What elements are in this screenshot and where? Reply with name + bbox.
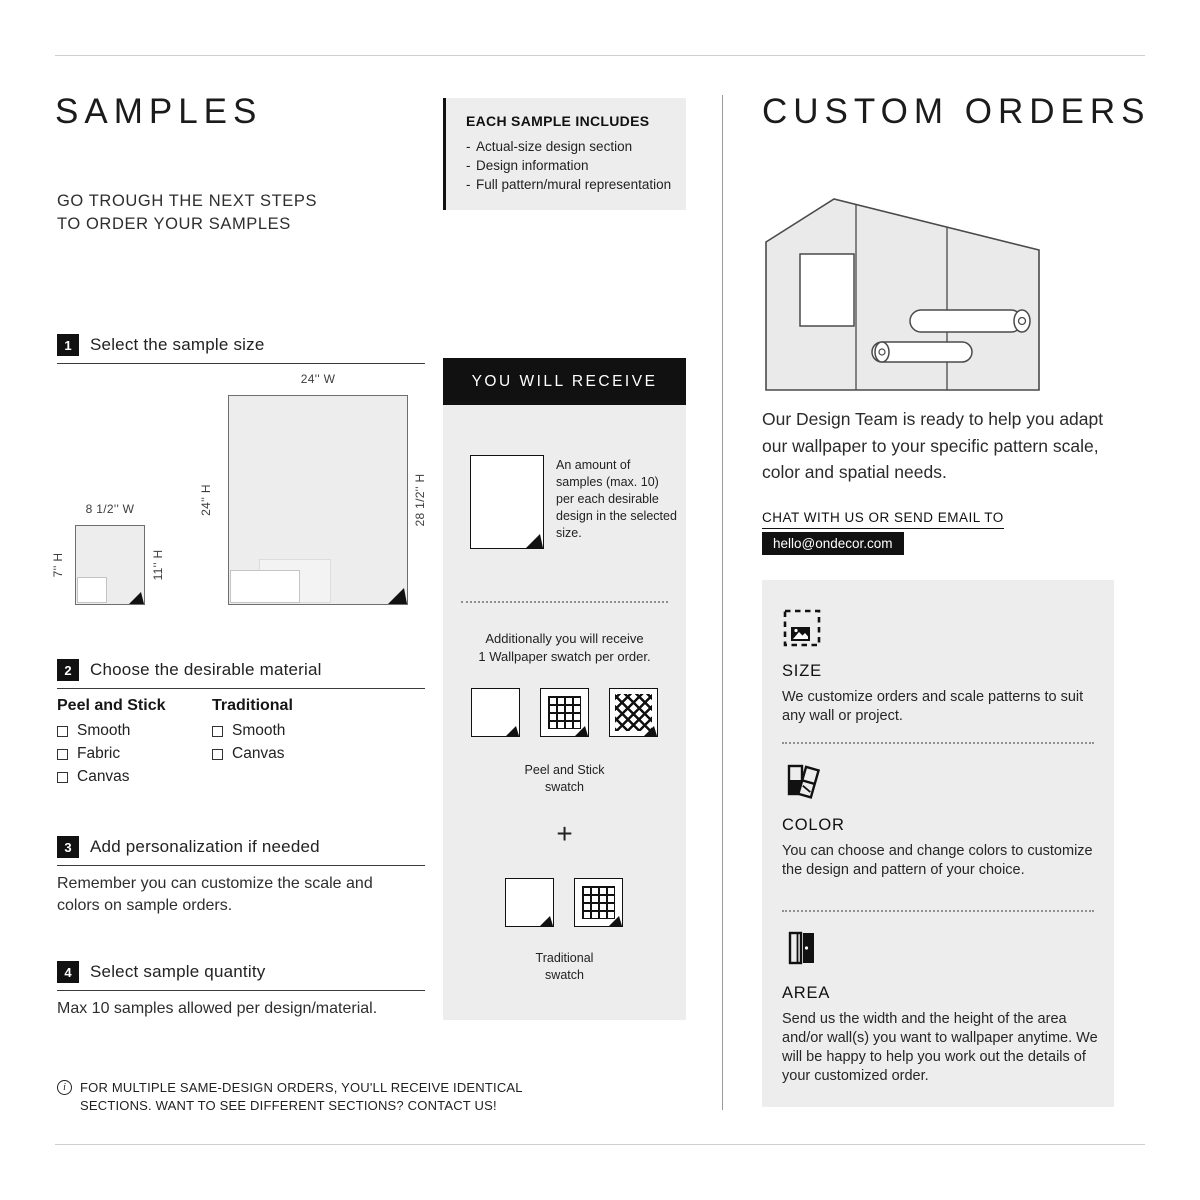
traditional-swatch-label bbox=[443, 950, 686, 984]
step-3-body: Remember you can customize the scale and colors on sample orders. bbox=[57, 875, 373, 914]
fold-corner-icon bbox=[540, 913, 553, 926]
plus-sign: + bbox=[556, 818, 573, 849]
bottom-divider bbox=[55, 1144, 1145, 1145]
step-4-header bbox=[57, 961, 425, 991]
traditional-swatch-row bbox=[505, 878, 623, 927]
additional-swatch-text bbox=[443, 630, 686, 666]
step-3-title: Add personalization if needed bbox=[90, 837, 320, 856]
color-body: You can choose and change colors to customize the design and pattern of your choice. bbox=[782, 843, 1093, 878]
option-peel-fabric bbox=[57, 745, 120, 763]
traditional-heading: Traditional bbox=[212, 697, 293, 714]
option-peel-smooth bbox=[57, 722, 130, 740]
large-height-right-label: 28 1/2'' H bbox=[413, 473, 427, 527]
option-label: Fabric bbox=[77, 745, 121, 762]
includes-title: EACH SAMPLE INCLUDES bbox=[466, 113, 650, 129]
step-2-number: 2 bbox=[57, 659, 79, 681]
grid-swatch-icon bbox=[540, 688, 589, 737]
fold-corner-icon bbox=[388, 585, 407, 604]
you-will-receive-header: YOU WILL RECEIVE bbox=[443, 358, 686, 405]
fold-corner-icon bbox=[644, 723, 657, 736]
label-line-1: Traditional bbox=[535, 951, 594, 965]
peel-and-stick-heading: Peel and Stick bbox=[57, 697, 166, 714]
samples-title: SAMPLES bbox=[55, 92, 263, 131]
fold-corner-icon bbox=[506, 723, 519, 736]
custom-orders-body: Our Design Team is ready to help you adapt our wallpaper to your specific pattern scale, color and spatial needs. bbox=[762, 409, 1104, 482]
fold-corner-icon bbox=[129, 589, 144, 604]
intro-line-2: TO ORDER YOUR SAMPLES bbox=[57, 215, 291, 233]
samples-amount-text: An amount of samples (max. 10) per each desirable design in the selected size. bbox=[556, 458, 677, 540]
area-heading: AREA bbox=[782, 984, 831, 1002]
option-peel-canvas bbox=[57, 768, 130, 786]
crosshatch-swatch-icon bbox=[609, 688, 658, 737]
additional-line-1: Additionally you will receive bbox=[485, 631, 644, 646]
info-icon bbox=[57, 1080, 72, 1095]
fold-corner-icon bbox=[526, 531, 543, 548]
small-width-label: 8 1/2'' W bbox=[85, 502, 135, 516]
peel-swatch-row bbox=[471, 688, 658, 737]
color-icon bbox=[782, 760, 822, 800]
wallpaper-wall-illustration bbox=[760, 192, 1045, 397]
color-heading: COLOR bbox=[782, 816, 845, 834]
dotted-divider bbox=[782, 742, 1094, 744]
intro-line-1: GO TROUGH THE NEXT STEPS bbox=[57, 192, 318, 210]
area-body: Send us the width and the height of the area and/or wall(s) you want to wallpaper anytime. We will be happy to help you work out the details of your customized order. bbox=[782, 1011, 1098, 1084]
fold-corner-icon bbox=[575, 723, 588, 736]
option-traditional-smooth bbox=[212, 722, 285, 740]
you-will-receive-panel bbox=[443, 358, 686, 1020]
step-1-header bbox=[57, 334, 425, 364]
label-line-2: swatch bbox=[545, 780, 584, 794]
small-height-right-label: 11'' H bbox=[151, 549, 165, 581]
step-1-title: Select the sample size bbox=[90, 335, 265, 354]
includes-item: - Full pattern/mural representation bbox=[466, 175, 674, 194]
plain-swatch-icon bbox=[471, 688, 520, 737]
checkbox-icon bbox=[57, 749, 68, 760]
vertical-divider bbox=[722, 95, 723, 1110]
size-body: We customize orders and scale patterns to suit any wall or project. bbox=[782, 689, 1084, 724]
large-height-label: 24'' H bbox=[199, 484, 213, 516]
footnote-line-1: FOR MULTIPLE SAME-DESIGN ORDERS, YOU'LL RECEIVE IDENTICAL bbox=[80, 1080, 523, 1095]
step-1-number: 1 bbox=[57, 334, 79, 356]
footnote-text bbox=[80, 1079, 523, 1115]
custom-orders-title: CUSTOM ORDERS bbox=[762, 92, 1151, 131]
top-divider bbox=[55, 55, 1145, 56]
includes-item: - Design information bbox=[466, 156, 674, 175]
checkbox-icon bbox=[57, 772, 68, 783]
size-heading: SIZE bbox=[782, 662, 822, 680]
step-2-header bbox=[57, 659, 425, 689]
option-label: Smooth bbox=[77, 722, 131, 739]
footnote bbox=[57, 1079, 523, 1115]
samples-intro bbox=[57, 190, 317, 236]
option-label: Canvas bbox=[232, 745, 285, 762]
option-traditional-canvas bbox=[212, 745, 285, 763]
actual-size-section bbox=[77, 577, 107, 603]
option-label: Canvas bbox=[77, 768, 130, 785]
label-line-1: Peel and Stick bbox=[524, 763, 605, 777]
footnote-line-2: SECTIONS. WANT TO SEE DIFFERENT SECTIONS? CONTACT US! bbox=[80, 1098, 497, 1113]
includes-list bbox=[466, 137, 674, 194]
contact-email[interactable]: hello@ondecor.com bbox=[762, 532, 904, 555]
chat-with-us-label: CHAT WITH US OR SEND EMAIL TO bbox=[762, 510, 1004, 529]
checkbox-icon bbox=[212, 726, 223, 737]
checkbox-icon bbox=[212, 749, 223, 760]
fold-corner-icon bbox=[609, 913, 622, 926]
grid-swatch-icon bbox=[574, 878, 623, 927]
actual-size-section bbox=[230, 570, 300, 603]
checkbox-icon bbox=[57, 726, 68, 737]
dotted-divider bbox=[782, 910, 1094, 912]
dotted-divider bbox=[461, 601, 668, 603]
area-icon bbox=[782, 928, 822, 968]
sample-sheet-icon bbox=[470, 455, 544, 549]
includes-item: - Actual-size design section bbox=[466, 137, 674, 156]
step-3-number: 3 bbox=[57, 836, 79, 858]
each-sample-includes-box bbox=[443, 98, 686, 210]
info-glyph: i bbox=[63, 1082, 66, 1093]
large-width-label: 24'' W bbox=[300, 372, 336, 386]
option-label: Smooth bbox=[232, 722, 286, 739]
step-2-title: Choose the desirable material bbox=[90, 660, 322, 679]
step-4-body: Max 10 samples allowed per design/material. bbox=[57, 1000, 378, 1017]
large-sample-diagram bbox=[228, 395, 408, 605]
step-4-number: 4 bbox=[57, 961, 79, 983]
additional-line-2: 1 Wallpaper swatch per order. bbox=[478, 649, 651, 664]
custom-features-panel bbox=[762, 580, 1114, 1107]
size-icon bbox=[782, 608, 822, 648]
plain-swatch-icon bbox=[505, 878, 554, 927]
step-4-title: Select sample quantity bbox=[90, 962, 266, 981]
small-height-label: 7'' H bbox=[51, 552, 65, 578]
small-sample-diagram bbox=[75, 525, 145, 605]
peel-swatch-label bbox=[443, 762, 686, 796]
label-line-2: swatch bbox=[545, 968, 584, 982]
step-3-header bbox=[57, 836, 425, 866]
